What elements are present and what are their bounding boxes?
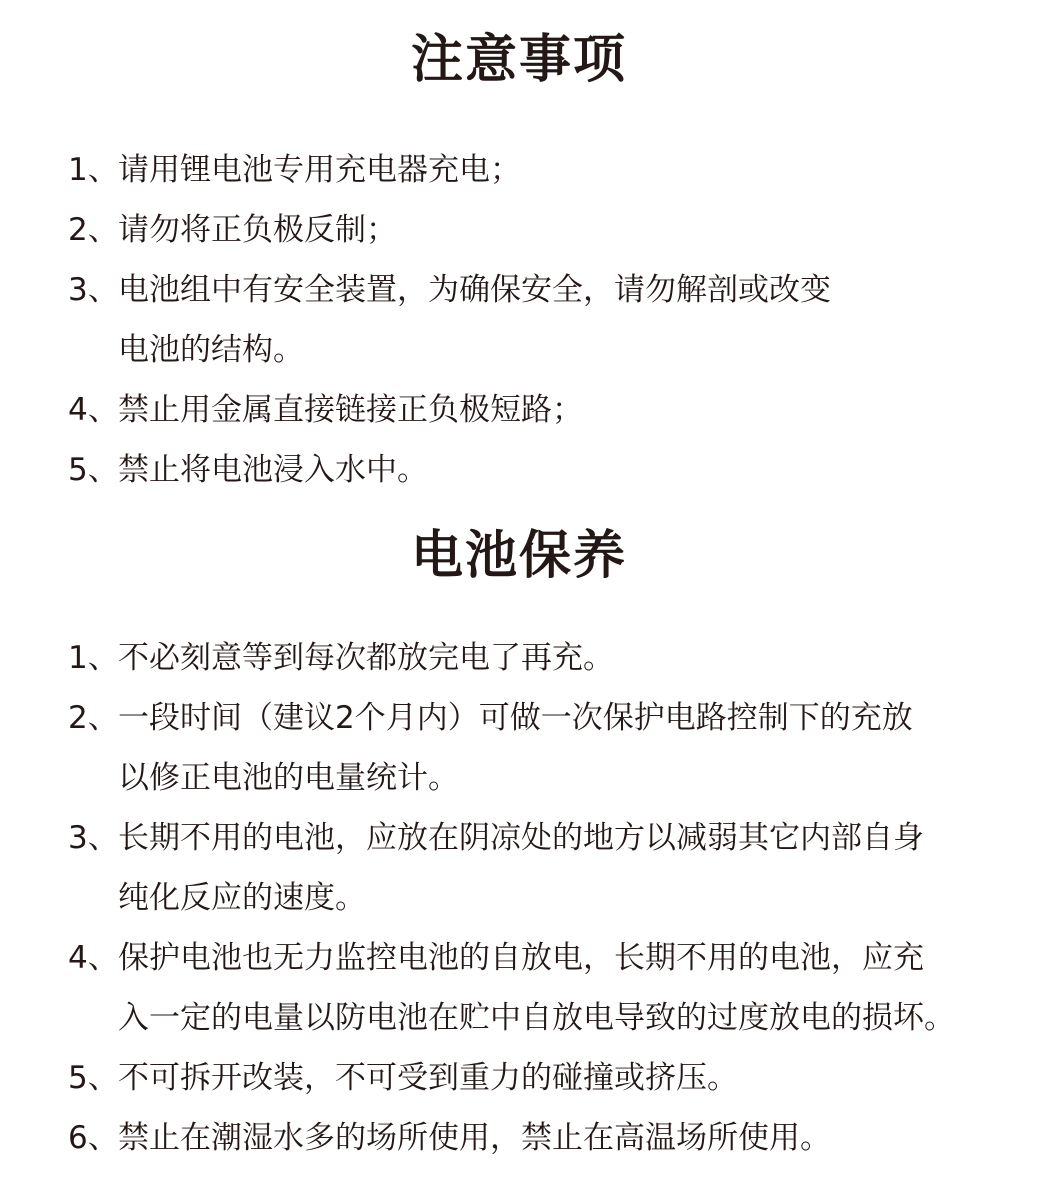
list-item xyxy=(68,200,831,260)
list-item xyxy=(68,808,955,928)
item-text-line: 以修正电池的电量统计。 xyxy=(118,760,459,796)
item-text-line: 入一定的电量以防电池在贮中自放电导致的过度放电的损坏。 xyxy=(118,1000,955,1036)
item-number: 2、 xyxy=(68,212,119,248)
notes-heading: 注意事项 xyxy=(410,30,627,90)
item-text-line: 长期不用的电池，应放在阴凉处的地方以减弱其它内部自身 xyxy=(118,820,924,856)
item-text-line: 请用锂电池专用充电器充电； xyxy=(118,152,521,188)
item-number: 5、 xyxy=(68,1060,119,1096)
notes-list xyxy=(68,140,831,500)
list-item xyxy=(68,628,955,688)
item-number: 2、 xyxy=(68,700,119,736)
item-number: 5、 xyxy=(68,452,119,488)
list-item xyxy=(68,380,831,440)
item-text-line: 不可拆开改装，不可受到重力的碰撞或挤压。 xyxy=(118,1060,738,1096)
item-text-line: 纯化反应的速度。 xyxy=(118,880,366,916)
item-number: 4、 xyxy=(68,940,119,976)
item-text-line: 禁止在潮湿水多的场所使用，禁止在高温场所使用。 xyxy=(118,1120,831,1156)
item-text-line: 禁止将电池浸入水中。 xyxy=(118,452,428,488)
item-text xyxy=(118,200,397,260)
maintenance-heading: 电池保养 xyxy=(410,526,627,586)
item-text xyxy=(118,440,428,500)
item-number: 1、 xyxy=(68,152,119,188)
list-item xyxy=(68,1108,955,1168)
item-text xyxy=(118,928,955,1048)
item-text-line: 禁止用金属直接链接正负极短路； xyxy=(118,392,583,428)
list-item xyxy=(68,140,831,200)
maintenance-list xyxy=(68,628,955,1168)
item-number: 3、 xyxy=(68,272,119,308)
item-text xyxy=(118,808,924,928)
list-item xyxy=(68,928,955,1048)
item-number: 1、 xyxy=(68,640,119,676)
item-text xyxy=(118,140,521,200)
item-number: 4、 xyxy=(68,392,119,428)
item-text xyxy=(118,260,831,380)
item-text xyxy=(118,380,583,440)
item-number: 3、 xyxy=(68,820,119,856)
item-number: 6、 xyxy=(68,1120,119,1156)
list-item xyxy=(68,440,831,500)
item-text-line: 电池的结构。 xyxy=(118,332,304,368)
item-text-line: 保护电池也无力监控电池的自放电，长期不用的电池，应充 xyxy=(118,940,924,976)
item-text-line: 不必刻意等到每次都放完电了再充。 xyxy=(118,640,614,676)
item-text xyxy=(118,1048,738,1108)
item-text-line: 一段时间（建议2个月内）可做一次保护电路控制下的充放 xyxy=(118,700,913,736)
list-item xyxy=(68,260,831,380)
item-text xyxy=(118,688,913,808)
list-item xyxy=(68,1048,955,1108)
item-text-line: 请勿将正负极反制； xyxy=(118,212,397,248)
item-text-line: 电池组中有安全装置，为确保安全，请勿解剖或改变 xyxy=(118,272,831,308)
item-text xyxy=(118,1108,831,1168)
list-item xyxy=(68,688,955,808)
item-text xyxy=(118,628,614,688)
